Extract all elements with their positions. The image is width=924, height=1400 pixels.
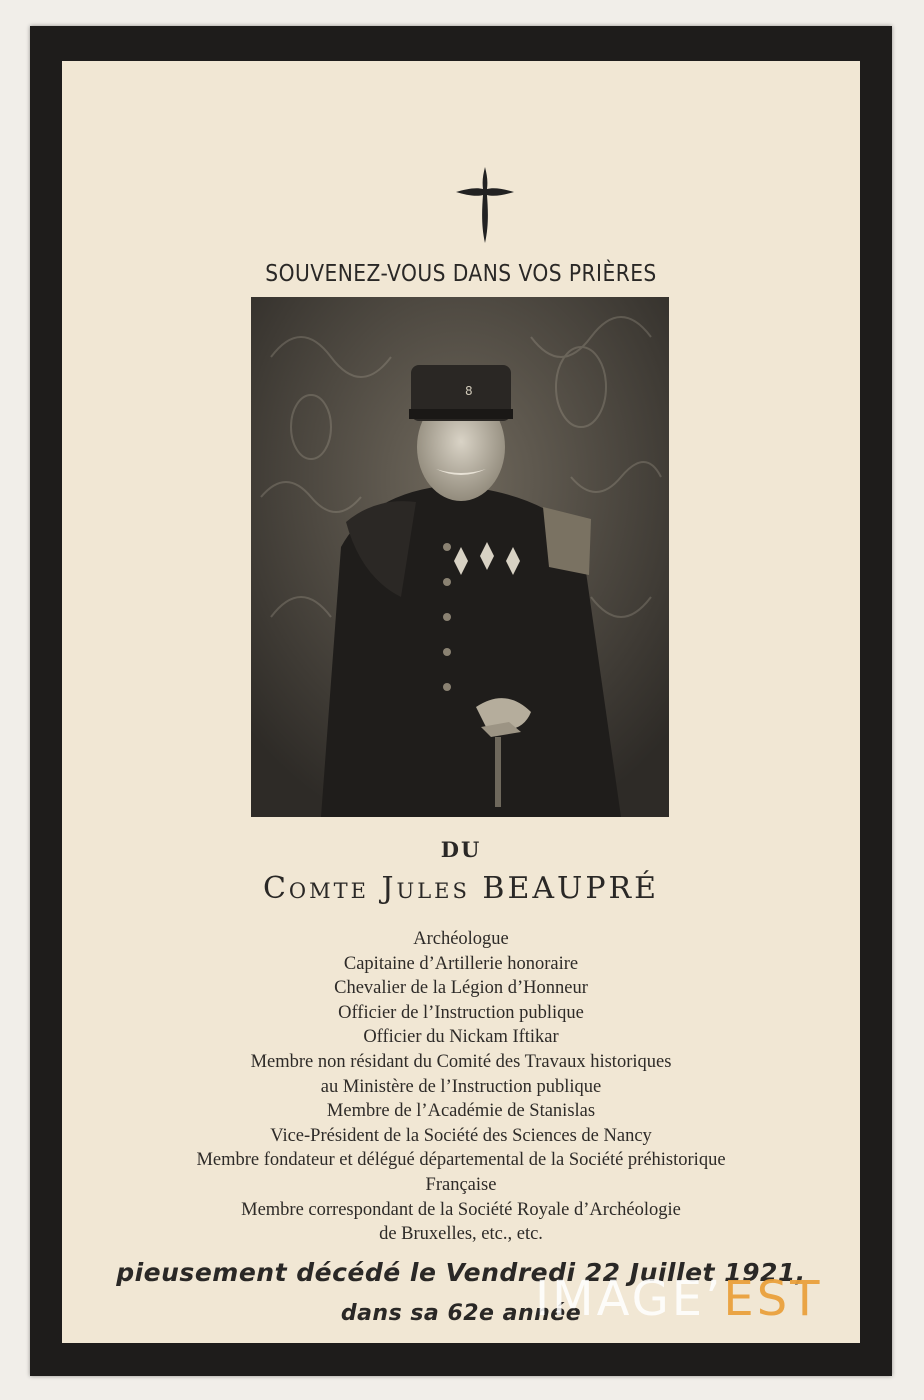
title-line: Membre correspondant de la Société Royale d’Archéologie	[241, 1199, 681, 1220]
memorial-heading: SOUVENEZ-VOUS DANS VOS PRIÈRES	[265, 261, 657, 287]
title-line: Membre fondateur et délégué départemental de la Société préhistorique	[196, 1150, 726, 1171]
titles-list	[62, 927, 860, 1247]
memorial-card	[30, 26, 892, 1376]
title-line: Membre non résidant du Comité des Travaux historiques	[250, 1051, 672, 1072]
deceased-name: Comte Jules BEAUPRÉ	[262, 871, 660, 906]
title-line: Archéologue	[413, 929, 509, 949]
latin-cross-icon	[454, 165, 516, 245]
card-paper	[62, 61, 860, 1343]
title-line: Capitaine d’Artillerie honoraire	[343, 953, 579, 974]
title-line: de Bruxelles, etc., etc.	[379, 1224, 543, 1245]
portrait-photo	[251, 297, 669, 817]
death-date-line: pieusement décédé le Vendredi 22 Juillet 1921,	[116, 1258, 806, 1287]
du-label: DU	[440, 837, 482, 862]
watermark-part2: EST	[723, 1271, 823, 1327]
age-line: dans sa 62e année	[340, 1301, 582, 1326]
svg-text:8: 8	[465, 384, 473, 398]
title-line: Chevalier de la Légion d’Honneur	[334, 978, 588, 999]
title-line: au Ministère de l’Instruction publique	[320, 1076, 602, 1097]
title-line: Officier de l’Instruction publique	[338, 1002, 584, 1023]
title-line: Vice-Président de la Société des Sciences de Nancy	[270, 1125, 652, 1146]
watermark-logo	[535, 1271, 822, 1327]
title-line: Française	[425, 1174, 497, 1195]
title-line: Officier du Nickam Iftikar	[363, 1027, 559, 1048]
title-line: Membre de l’Académie de Stanislas	[326, 1101, 596, 1122]
watermark-part1: IMAGE	[535, 1271, 706, 1327]
watermark-quote: ’	[705, 1271, 724, 1327]
portrait-image	[251, 297, 669, 817]
